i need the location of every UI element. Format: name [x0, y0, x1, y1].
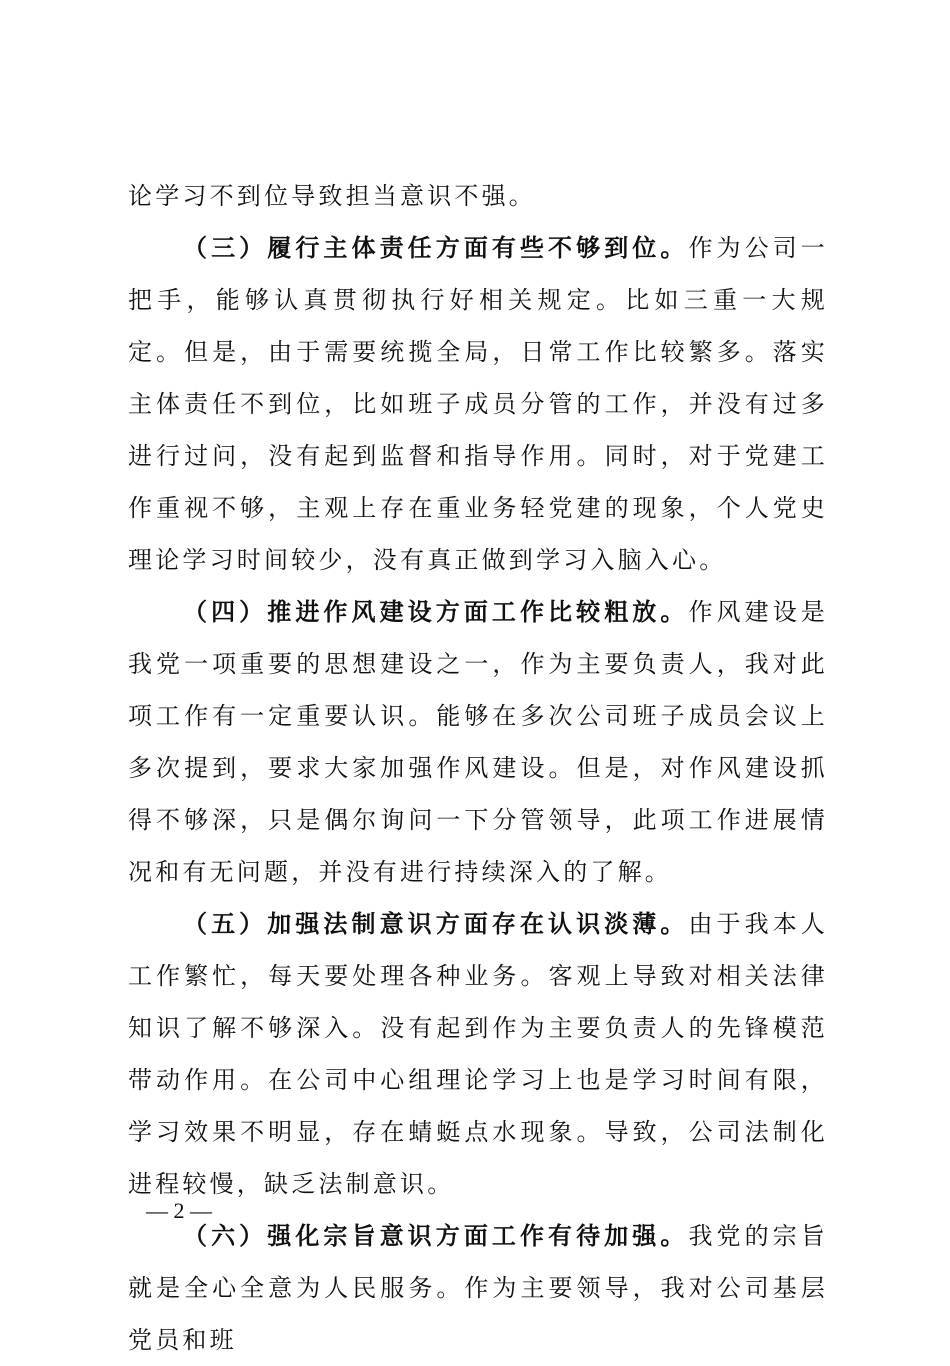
section-heading: （三）履行主体责任方面有些不够到位。: [183, 233, 689, 262]
paragraph-text: 我党的宗旨就是全心全意为人民服务。作为主要领导，我对公司基层党员和班: [128, 1222, 828, 1354]
page-number: — 2 —: [146, 1198, 212, 1223]
paragraph-section-3: [128, 222, 828, 586]
paragraph-text: 论学习不到位导致担当意识不强。: [128, 182, 536, 210]
paragraph-section-4: [128, 586, 828, 898]
section-heading: （五）加强法制意识方面存在认识淡薄。: [183, 909, 689, 938]
paragraph-text: 作为公司一把手，能够认真贯彻执行好相关规定。比如三重一大规定。但是，由于需要统揽全局，日常工作比较繁多。落实主体责任不到位，比如班子成员分管的工作，并没有过多进行过问，没有起到监督和指导作用。同时，对于党建工作重视不够，主观上存在重业务轻党建的现象，个人党史理论学习时间较少，没有真正做到学习入脑入心。: [128, 234, 828, 574]
paragraph-text: 由于我本人工作繁忙，每天要处理各种业务。客观上导致对相关法律知识了解不够深入。没有起到作为主要负责人的先锋模范带动作用。在公司中心组理论学习上也是学习时间有限，学习效果不明显，存在蜻蜓点水现象。导致，公司法制化进程较慢，缺乏法制意识。: [128, 910, 828, 1198]
paragraph-continuation: [128, 170, 828, 222]
section-heading: （六）强化宗旨意识方面工作有待加强。: [183, 1221, 689, 1250]
paragraph-section-6: [128, 1210, 828, 1366]
paragraph-section-5: [128, 898, 828, 1210]
document-body: [128, 170, 828, 1366]
section-heading: （四）推进作风建设方面工作比较粗放。: [183, 597, 689, 626]
paragraph-text: 作风建设是我党一项重要的思想建设之一，作为主要负责人，我对此项工作有一定重要认识。能够在多次公司班子成员会议上多次提到，要求大家加强作风建设。但是，对作风建设抓得不够深，只是偶尔询问一下分管领导，此项工作进展情况和有无问题，并没有进行持续深入的了解。: [128, 598, 828, 886]
